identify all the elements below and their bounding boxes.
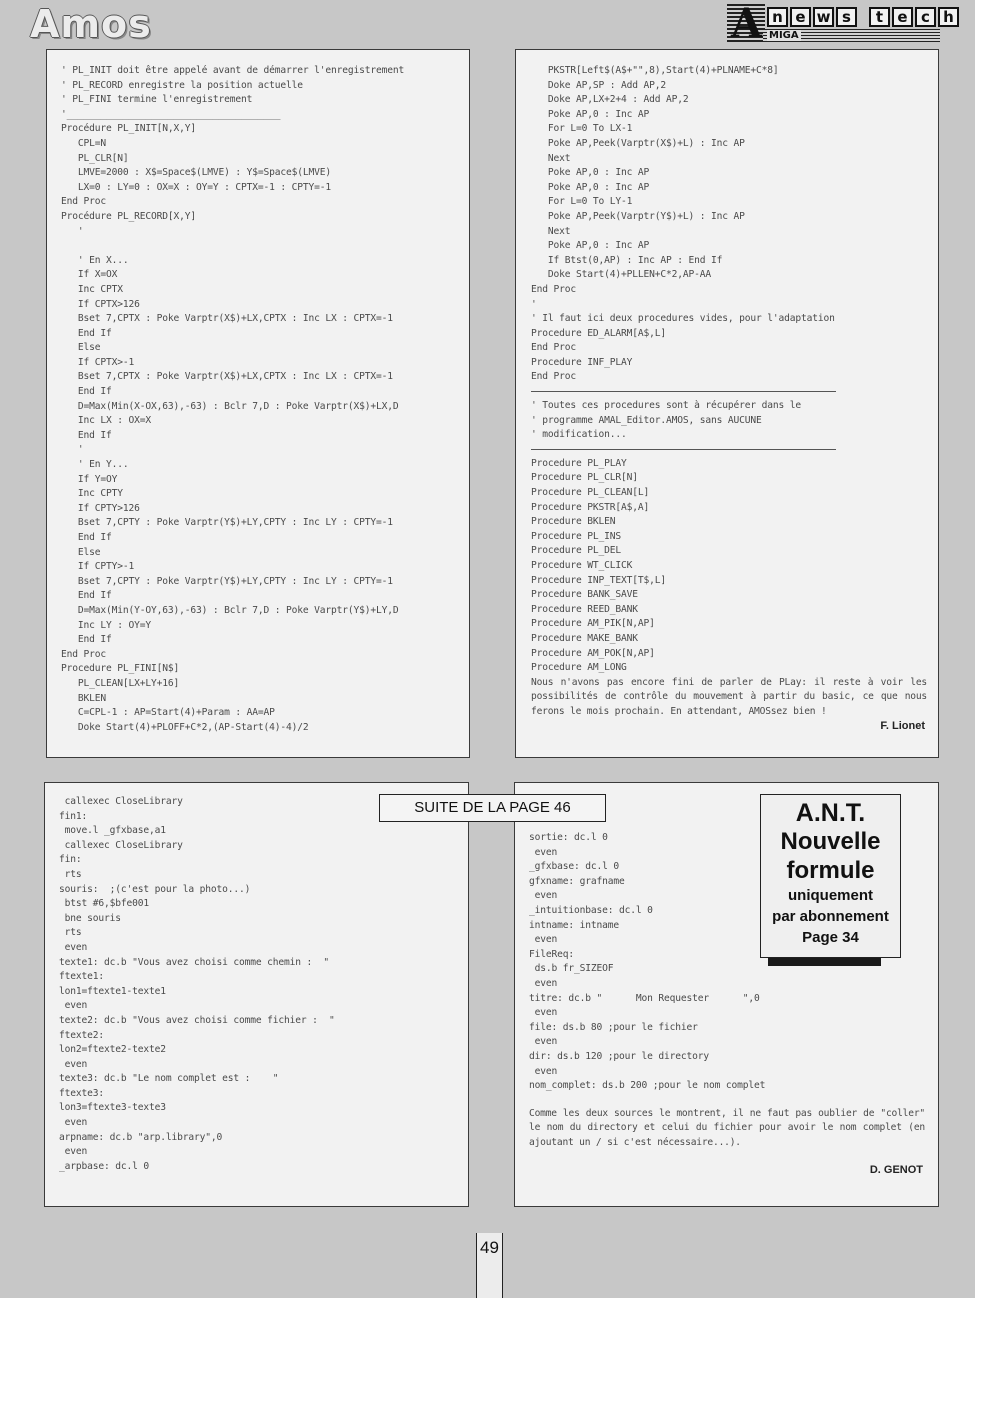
ant-line: formule	[786, 857, 875, 884]
author-signature: F. Lionet	[880, 719, 925, 732]
masthead-tile: c	[915, 7, 936, 27]
masthead-tiles	[767, 7, 959, 27]
section-title: Amos	[30, 2, 152, 46]
masthead-tile: t	[869, 7, 890, 27]
procedure-list: Procedure PL_PLAY Procedure PL_CLR[N] Procedure PL_CLEAN[L] Procedure PKSTR[A$,A] Procedure BKLEN Procedure PL_INS Procedure PL_DEL Procedure WT_CLICK Procedure INP_TEXT[T$,L] Procedure BANK_SAVE Procedure REED_BANK Procedure AM_PIK[N,AP] Procedure MAKE_BANK Procedure AM_POK[N,AP] Procedure AM_LONG	[531, 457, 667, 674]
code-panel-top-left	[46, 49, 470, 758]
ant-page-ref: Page 34	[802, 929, 859, 946]
article-conclusion-genot: Comme les deux sources le montrent, il ne faut pas oublier de "coller" le nom du directory et celui du fichier pour avoir le nom complet (en ajoutant un / si c'est nécessaire...).	[529, 1107, 925, 1148]
ant-line: par abonnement	[772, 908, 889, 925]
divider	[531, 391, 836, 392]
asm-listing-left: callexec CloseLibrary fin1: move.l _gfxbase,a1 callexec CloseLibrary fin: rts souris: ;(c'est pour la photo...) btst #6,$bfe001 bne souris rts even texte1: dc.b "Vous avez choisi comme chemin : " ftexte1: lon1=ftexte1-texte1 even texte2: dc.b "Vous avez choisi comme fichier : " ftexte2: lon2=ftexte2-texte2 even texte3: dc.b "Le nom complet est : " ftexte3: lon3=ftexte3-texte3 even arpname: dc.b "arp.library",0 even _arpbase: dc.l 0	[59, 796, 335, 1172]
page-number: 49	[476, 1233, 503, 1298]
news-tech-masthead	[727, 0, 954, 47]
masthead-tile: w	[813, 7, 834, 27]
ant-line: Nouvelle	[780, 828, 881, 855]
masthead-tile: s	[836, 7, 857, 27]
code-panel-top-right	[515, 49, 939, 758]
masthead-tile: e	[892, 7, 913, 27]
article-conclusion: Nous n'avons pas encore fini de parler de PLay: il reste à voir les possibilités de contrôle du mouvement à partir du basic, ce que nous ferons le mois prochain. En attendant, AMOSsez bien !	[531, 676, 927, 717]
masthead-tile: e	[790, 7, 811, 27]
masthead-tile: h	[938, 7, 959, 27]
code-panel-bottom-left	[44, 782, 469, 1207]
author-signature: D. GENOT	[869, 1164, 923, 1177]
masthead-subtitle: MIGA	[769, 30, 799, 41]
continued-from-banner: SUITE DE LA PAGE 46	[379, 794, 606, 822]
ant-subscription-box	[760, 794, 901, 958]
code-comment-block: ' Toutes ces procedures sont à récupérer dans le ' programme AMAL_Editor.AMOS, sans AUCUNE ' modification...	[531, 400, 802, 441]
ant-line: uniquement	[788, 887, 873, 904]
ant-title: A.N.T.	[795, 799, 866, 827]
code-listing-pl-fini: PKSTR[Left$(A$+"",8),Start(4)+PLNAME+C*8] Doke AP,SP : Add AP,2 Doke AP,LX+2+4 : Add AP,2 Poke AP,0 : Inc AP For L=0 To LX-1 Poke AP,Peek(Varptr(X$)+L) : Inc AP Next Poke AP,0 : Inc AP Poke AP,0 : Inc AP For L=0 To LY-1 Poke AP,Peek(Varptr(Y$)+L) : Inc AP Next Poke AP,0 : Inc AP If Btst(0,AP) : Inc AP : End If Doke Start(4)+PLLEN+C*2,AP-AA End Proc ' ' Il faut ici deux procedures vides, pour l'adaptation Procedure ED_ALARM[A$,L] End Proc Procedure INF_PLAY End Proc	[531, 65, 835, 383]
code-listing-pl-record: ' PL_INIT doit être appelé avant de démarrer l'enregistrement ' PL_RECORD enregistre la position actuelle ' PL_FINI termine l'enregistrement '______________________________________ Procédure PL_INIT[N,X,Y] CPL=N PL_CLR[N] LMVE=2000 : X$=Space$(LMVE) : Y$=Space$(LMVE) LX=0 : LY=0 : OX=X : OY=Y : CPTX=-1 : CPTY=-1 End Proc Procédure PL_RECORD[X,Y] ' ' En X... If X=OX Inc CPTX If CPTX>126 Bset 7,CPTX : Poke Varptr(X$)+LX,CPTX : Inc LX : CPTX=-1 End If Else If CPTX>-1 Bset 7,CPTX : Poke Varptr(X$)+LX,CPTX : Inc LX : CPTX=-1 End If D=Max(Min(X-OX,63),-63) : Bclr 7,D : Poke Varptr(X$)+LX,D Inc LX : OX=X End If ' ' En Y... If Y=OY Inc CPTY If CPTY>126 Bset 7,CPTY : Poke Varptr(Y$)+LY,CPTY : Inc LY : CPTY=-1 End If Else If CPTY>-1 Bset 7,CPTY : Poke Varptr(Y$)+LY,CPTY : Inc LY : CPTY=-1 End If D=Max(Min(Y-OY,63),-63) : Bclr 7,D : Poke Varptr(Y$)+LY,D Inc LY : OY=Y End If End Proc Procedure PL_FINI[N$] PL_CLEAN[LX+LY+16] BKLEN C=CPL-1 : AP=Start(4)+Param : AA=AP Doke Start(4)+PLOFF+C*2,(AP-Start(4)-4)/2	[61, 65, 405, 733]
divider	[531, 449, 836, 450]
masthead-letter: A	[731, 0, 763, 47]
asm-listing-right: sortie: dc.l 0 even _gfxbase: dc.l 0 gfxname: grafname even _intuitionbase: dc.l 0 intname: intname even FileReq: ds.b fr_SIZEOF even titre: dc.b " Mon Requester ",0 even file: ds.b 80 ;pour le fichier even dir: ds.b 120 ;pour le directory even nom_complet: ds.b 200 ;pour le nom complet	[529, 832, 766, 1092]
masthead-tile: n	[767, 7, 788, 27]
